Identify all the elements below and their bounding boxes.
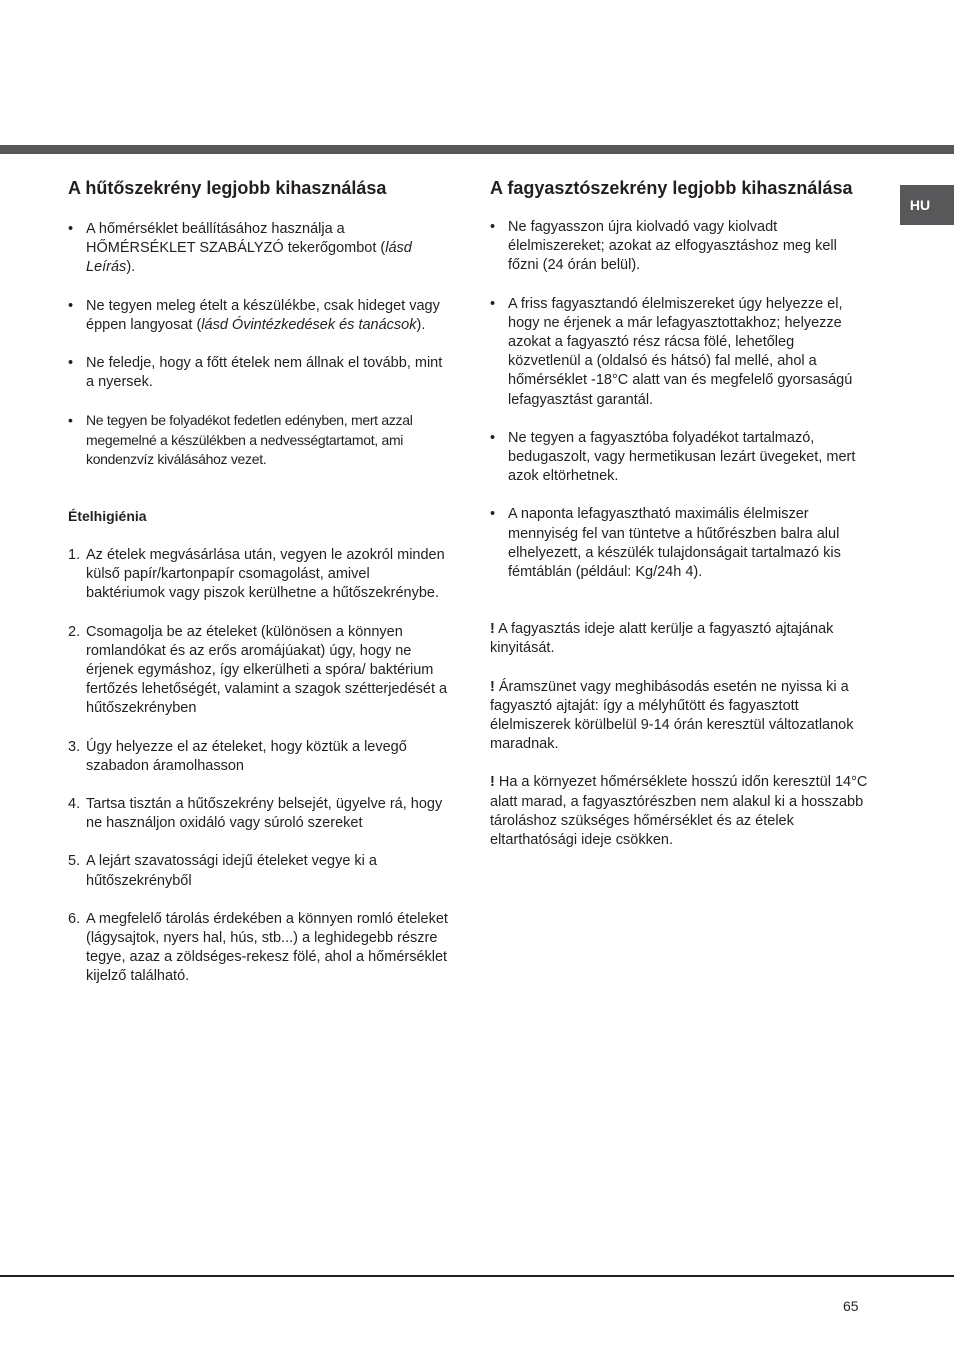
bullet-icon: • [490,506,496,523]
bullet-icon: • [68,412,73,429]
exclamation-icon: ! [490,678,495,695]
freezer-note: ! Ha a környezet hőmérséklete hosszú időn keresztül 14°C alatt marad, a fagyasztórészben nem alakul ki a hosszabb tároláshoz szükséges hőmérséklet és az ételek eltarthatósági ideje csökken. [490,774,868,849]
list-item: • Ne fagyasszon újra kiolvadó vagy kiolvadt élelmiszereket; azokat az elfogyasztáshoz meg kell főzni (24 órán belül). [490,219,837,274]
exclamation-icon: ! [490,621,495,638]
freezer-note: ! Áramszünet vagy meghibásodás esetén ne nyissa ki a fagyasztó ajtaját: így a mélyhűtött és fagyasztott élelmiszerek körülbelül 9-14 órán keresztül változatlanok maradnak. [490,678,854,753]
list-item: • Ne tegyen meleg ételt a készülékbe, csak hideget vagy éppen langyosat (lásd Óvintézkedések és tanácsok). [68,297,440,333]
bullet-icon: • [68,355,74,372]
footer-rule [0,1275,954,1277]
numbered-item: 2. Csomagolja be az ételeket (különösen a könnyen romlandókat és az erős aromájúakat) úgy, hogy ne érjenek egymáshoz, így elkerülheti a spóra/ baktérium fertőzés lehetőségét, valamint a szagok szétterjedését a hűtőszekrényben [68,623,448,717]
freezer-tips-list [490,218,868,582]
food-hygiene-list [68,546,448,987]
numbered-item: 6. A megfelelő tárolás érdekében a könnyen romló ételeket (lágysajtok, nyers hal, hús, stb...) a leghidegebb részre tegye, azaz a zöldséges-rekesz fölé, ahol a hőmérséklet kijelző található. [68,910,448,985]
fridge-tips-list [68,220,448,469]
list-item: • A friss fagyasztandó élelmiszereket úgy helyezze el, hogy ne érjenek a már lefagyasztottakhoz; helyezze azokat a fagyasztó rész rácsa fölé, lehetőleg közvetlenül a (oldalsó és hátsó) fal mellé, ahol a hőmérséklet -18°C alatt van és megfelelő gyorsaságú lefagyasztást garantál. [490,295,853,408]
food-hygiene-heading: Ételhigiénia [68,508,147,525]
numbered-item: 4. Tartsa tisztán a hűtőszekrény belsejét, ügyelve rá, hogy ne használjon oxidáló vagy súroló szereket [68,796,443,832]
list-item: • Ne tegyen be folyadékot fedetlen edényben, mert azzal megemelné a készülékben a nedvességtartamot, ami kondenzvíz kiválásához vezet. [68,412,413,467]
numbered-item: 1. Az ételek megvásárlása után, vegyen le azokról minden külső papír/kartonpapír csomagolást, amivel baktériumok vagy piszok kerülhetne a hűtőszekrénybe. [68,547,445,602]
freezer-note: ! A fagyasztás ideje alatt kerülje a fagyasztó ajtajának kinyitását. [490,621,834,657]
bullet-icon: • [490,219,496,235]
bullet-icon: • [68,297,74,314]
right-column [490,178,868,850]
numbered-item: 3. Úgy helyezze el az ételeket, hogy köztük a levegő szabadon áramolhasson [68,738,407,774]
header-rule [0,145,954,154]
list-item: • A hőmérséklet beállításához használja a HŐMÉRSÉKLET SZABÁLYZÓ tekerőgombot (lásd Leírás). [68,221,412,276]
freezer-section-title: A fagyasztószekrény legjobb kihasználása [490,178,853,198]
bullet-icon: • [68,221,74,237]
page-number: 65 [843,1298,859,1314]
fridge-section-title: A hűtőszekrény legjobb kihasználása [68,178,387,198]
language-tab: HU [900,185,954,225]
bullet-icon: • [490,295,496,312]
list-item: • A naponta lefagyasztható maximális élelmiszer mennyiség fel van tüntetve a hűtőrészben balra alul elhelyezett, a készülék tulajdonságait tartalmazó kis fémtáblán (például: Kg/24h 4). [490,506,841,581]
list-item: • Ne tegyen a fagyasztóba folyadékot tartalmazó, bedugaszolt, vagy hermetikusan lezárt üvegeket, mert azok eltörhetnek. [490,429,856,485]
numbered-item: 5. A lejárt szavatossági idejű ételeket vegye ki a hűtőszekrényből [68,853,377,889]
exclamation-icon: ! [490,774,495,791]
list-item: • Ne feledje, hogy a főtt ételek nem állnak el tovább, mint a nyersek. [68,355,443,391]
bullet-icon: • [490,429,496,446]
left-column [68,178,448,987]
